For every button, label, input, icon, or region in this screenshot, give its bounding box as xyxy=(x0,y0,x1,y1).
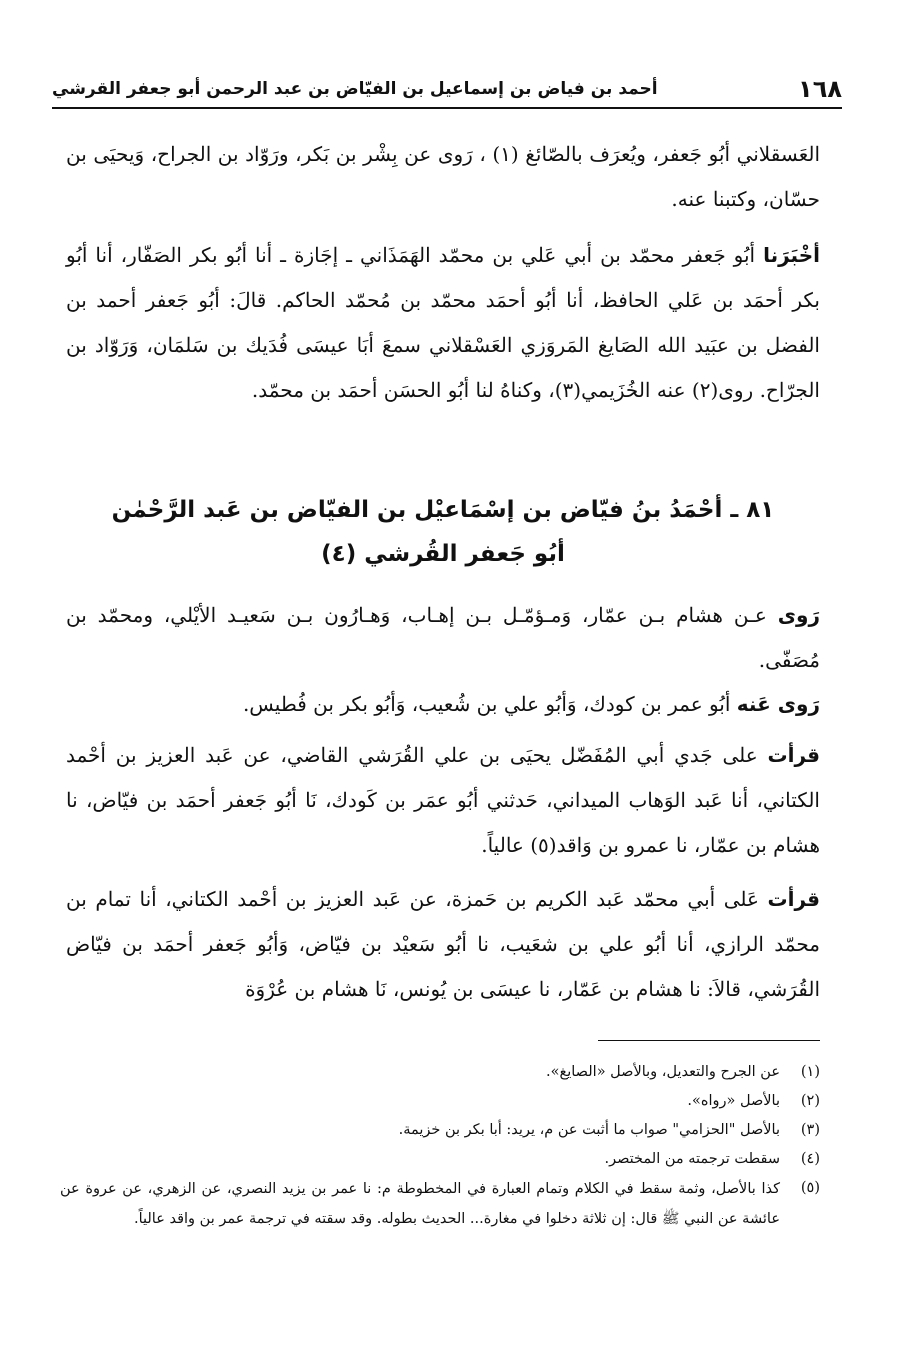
footnote xyxy=(60,1116,820,1145)
paragraph-qara-tu-2 xyxy=(66,877,820,1012)
footnote-number: (١) xyxy=(800,1064,820,1080)
footnotes xyxy=(60,1058,820,1234)
paragraph-lead-word: قرأت xyxy=(767,887,820,911)
footnote-number: (٥) xyxy=(800,1180,820,1196)
running-header xyxy=(52,72,842,106)
paragraph-body: عـن هشام بـن عمّار، وَمـؤمّـل بـن إهـاب، وَهـارُون بـن سَعيـد الأيْلي، ومحمّد بن مُصَفّى. xyxy=(66,603,820,672)
page-number: ١٦٨ xyxy=(798,75,842,103)
paragraph-rawa-an xyxy=(66,593,820,683)
paragraph-previous-entry-end xyxy=(66,132,820,222)
footnote-number: (٣) xyxy=(800,1122,820,1138)
footnote-text: سقطت ترجمته من المختصر. xyxy=(604,1151,780,1167)
paragraph-lead-word: قرأت xyxy=(767,743,820,767)
footnote-number: (٢) xyxy=(800,1093,820,1109)
footnote-text: بالأصل «رواه». xyxy=(687,1093,780,1109)
entry-heading xyxy=(66,488,820,576)
footnote xyxy=(60,1174,820,1234)
paragraph-body: أبُو عمر بن كودك، وَأبُو علي بن شُعيب، وَأبُو بكر بن فُطيس. xyxy=(242,692,737,716)
footnote-text: بالأصل "الحزامي" صواب ما أثبت عن م، يريد: أبا بكر بن خزيمة. xyxy=(398,1122,780,1138)
paragraph-body: عَلى أبي محمّد عَبد الكريم بن حَمزة، عن عَبد العزيز بن أحْمد الكتاني، أنا تمام بن محمّد الرازي، أنا أبُو علي بن شعَيب، نا أبُو سَعيْد بن فيّاض، وَأبُو جَعفر أحمَد بن فيّاض القُرَشي، قالاَ: نا هشام بن عَمّار، نا عيسَى بن يُونس، نَا هشام بن عُرْوَة xyxy=(66,887,820,1001)
paragraph-qara-tu-1 xyxy=(66,733,820,868)
paragraph-akhbarana xyxy=(66,233,820,413)
entry-heading-line-1: ٨١ ـ أحْمَدُ بنُ فيّاض بن إسْمَاعيْل بن الفيّاض بن عَبد الرَّحْمٰن xyxy=(111,497,775,523)
running-header-title: أحمد بن فياض بن إسماعيل بن الفيّاض بن عبد الرحمن أبو جعفر القرشي xyxy=(52,79,658,99)
footnote-number: (٤) xyxy=(800,1151,820,1167)
entry-heading-line-2: أبُو جَعفر القُرشي (٤) xyxy=(321,541,565,567)
footnote-text: كذا بالأصل، وثمة سقط في الكلام وتمام العبارة في المخطوطة م: نا عمر بن يزيد النصري، عن الزهري، عن عروة عن عائشة عن النبي ﷺ قال: إن ثلاثة دخلوا في مغارة... الحديث بطوله. وقد سقته في ترجمة عمر بن واقد عالياً. xyxy=(60,1181,780,1227)
paragraph-lead-word: رَوى xyxy=(777,603,820,627)
paragraph-body: على جَدي أبي المُفَضّل يحيَى بن علي القُرَشي القاضي، عن عَبد العزيز بن أحْمد الكتاني، أنا عَبد الوَهاب الميداني، حَدثني أبُو عمَر بن كَودك، نَا أبُو جَعفر أحمَد بن فيّاض، نا هشام بن عمّار، نا عمرو بن وَاقد(٥) عالياً. xyxy=(66,743,820,857)
footnote-text: عن الجرح والتعديل، وبالأصل «الصايغ». xyxy=(546,1064,780,1080)
footnote xyxy=(60,1145,820,1174)
footnote xyxy=(60,1087,820,1116)
paragraph-lead-word: رَوى عَنه xyxy=(736,692,820,716)
header-rule xyxy=(52,107,842,109)
paragraph-rawa-anhu xyxy=(66,682,820,727)
footnote-rule xyxy=(598,1040,820,1041)
paragraph-lead-word: أخْبَرَنا xyxy=(763,243,820,267)
paragraph-body: أبُو جَعفر محمّد بن أبي عَلي بن محمّد الهَمَذَاني ـ إجَازة ـ أنا أبُو بكر الصَفّار، أنا أبُو بكر أحمَد بن عَلي الحافظ، أنا أبُو أحمَد محمّد بن مُحمّد الحاكم. قالَ: أبُو جَعفر أحمد بن الفضل بن عبَيد الله الصَايغ المَروَزي العَسْقلاني سمعَ أبَا عيسَى فُدَيك بن سَلمَان، وَرَوّاد بن الجرّاح. روى(٢) عنه الخُزَيمي(٣)، وكناهُ لنا أبُو الحسَن أحمَد بن محمّد. xyxy=(66,243,820,402)
footnote xyxy=(60,1058,820,1087)
paragraph-body: العَسقلاني أبُو جَعفر، ويُعرَف بالصّائغ (١) ، رَوى عن بِشْر بن بَكر، ورَوّاد بن الجراح، وَيحيَى بن حسّان، وكتبنا عنه. xyxy=(66,142,821,211)
